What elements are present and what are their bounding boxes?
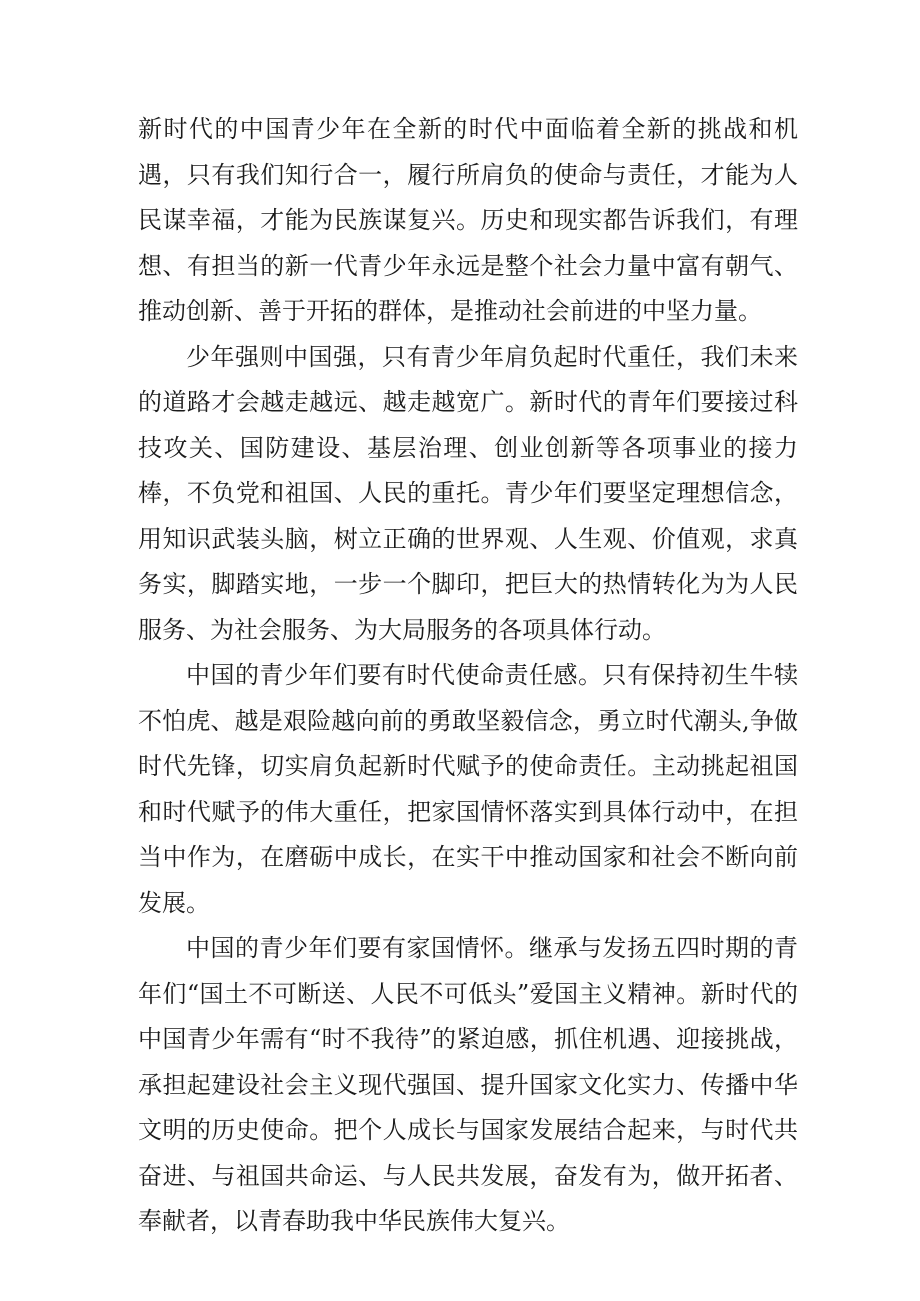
paragraph-4: 中国的青少年们要有家国情怀。继承与发扬五四时期的青年们“国土不可断送、人民不可低头”爱国主义精神。新时代的中国青少年需有“时不我待”的紧迫感，抓住机遇、迎接挑战，承担起建设社会主义现代强国、提升国家文化实力、传播中华文明的历史使命。把个人成长与国家发展结合起来，与时代共奋进、与祖国共命运、与人民共发展，奋发有为，做开拓者、奉献者，以青春助我中华民族伟大复兴。 — [138, 934, 798, 1235]
paragraph-2: 少年强则中国强，只有青少年肩负起时代重任，我们未来的道路才会越走越远、越走越宽广。新时代的青年们要接过科技攻关、国防建设、基层治理、创业创新等各项事业的接力棒，不负党和祖国、人民的重托。青少年们要坚定理想信念，用知识武装头脑，树立正确的世界观、人生观、价值观，求真务实，脚踏实地，一步一个脚印，把巨大的热情转化为为人民服务、为社会服务、为大局服务的各项具体行动。 — [138, 342, 798, 644]
paragraph-3: 中国的青少年们要有时代使命责任感。只有保持初生牛犊不怕虎、越是艰险越向前的勇敢坚毅信念，勇立时代潮头,争做时代先锋，切实肩负起新时代赋予的使命责任。主动挑起祖国和时代赋予的伟大重任，把家国情怀落实到具体行动中，在担当中作为，在磨砺中成长，在实干中推动国家和社会不断向前发展。 — [138, 661, 798, 917]
document-body — [138, 107, 798, 1245]
paragraph-1: 新时代的中国青少年在全新的时代中面临着全新的挑战和机遇，只有我们知行合一，履行所肩负的使命与责任，才能为人民谋幸福，才能为民族谋复兴。历史和现实都告诉我们，有理想、有担当的新一代青少年永远是整个社会力量中富有朝气、推动创新、善于开拓的群体，是推动社会前进的中坚力量。 — [138, 115, 798, 325]
